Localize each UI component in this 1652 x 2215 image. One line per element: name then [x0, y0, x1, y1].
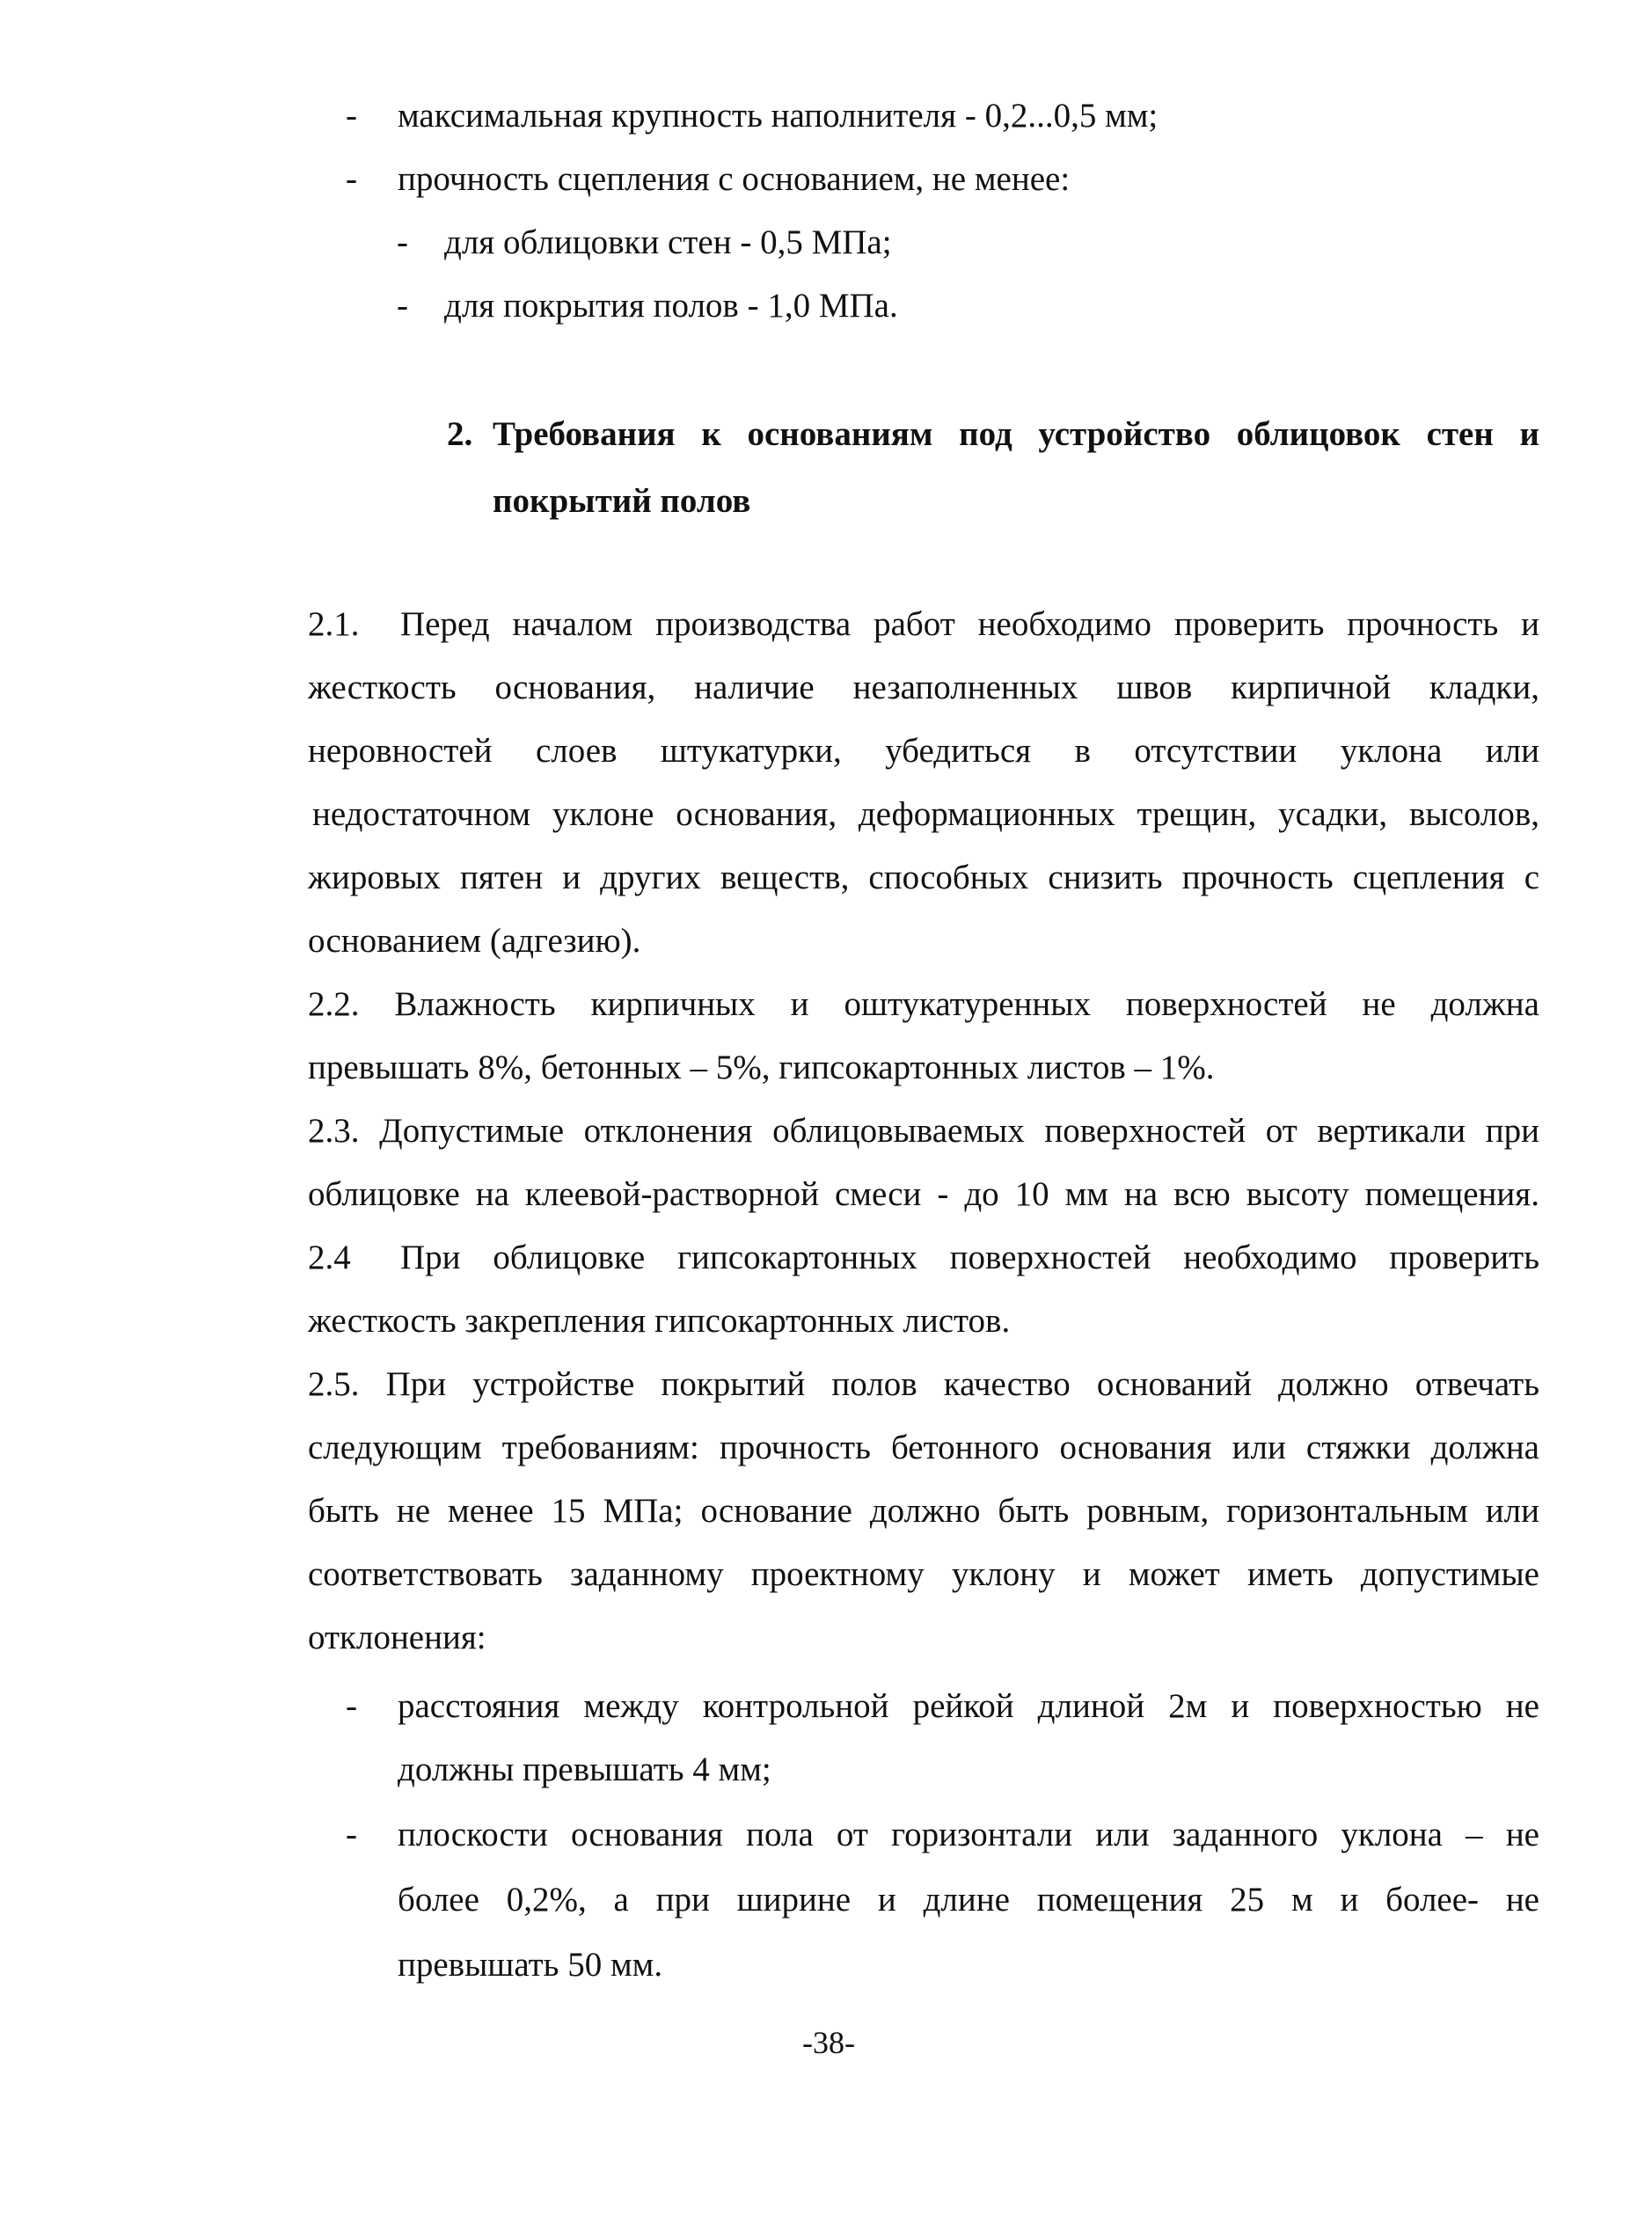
sub-list-item: для облицовки стен - 0,5 МПа; [444, 223, 892, 261]
sub-list-dash: - [397, 287, 408, 325]
section-title-line: покрытий полов [493, 482, 751, 520]
paragraph-line: превышать 8%, бетонных – 5%, гипсокартонных листов – 1%. [308, 1049, 1215, 1086]
page-number: -38- [802, 2025, 855, 2060]
paragraph-line: жировых пятен и других веществ, способных снизить прочность сцепления с [308, 859, 1539, 896]
paragraph-line: жесткость основания, наличие незаполненных швов кирпичной кладки, [308, 669, 1539, 706]
paragraph-line: недостаточном уклоне основания, деформационных трещин, усадки, высолов, [312, 795, 1539, 833]
list-dash: - [346, 1816, 357, 1853]
paragraph-line: Перед началом производства работ необходимо проверить прочность и [400, 605, 1539, 643]
list-item-line: плоскости основания пола от горизонтали или заданного уклона – не [398, 1816, 1539, 1853]
list-item: максимальная крупность наполнителя - 0,2...0,5 мм; [398, 97, 1159, 135]
paragraph-line: отклонения: [308, 1619, 486, 1656]
list-item-line: более 0,2%, а при ширине и длине помещения 25 м и более- не [398, 1881, 1539, 1919]
list-item-line: должны превышать 4 мм; [398, 1751, 771, 1788]
sub-list-dash: - [397, 223, 408, 261]
paragraph-line: 2.3. Допустимые отклонения облицовываемых поверхностей от вертикали при [308, 1112, 1539, 1150]
paragraph-line: основанием (адгезию). [308, 922, 641, 960]
paragraph-line: При облицовке гипсокартонных поверхностей необходимо проверить [400, 1239, 1539, 1276]
paragraph-line: 2.2. Влажность кирпичных и оштукатуренных поверхностей не должна [308, 985, 1539, 1023]
sub-list-item: для покрытия полов - 1,0 МПа. [444, 287, 898, 325]
list-dash: - [346, 97, 357, 135]
section-number: 2. [447, 415, 473, 453]
paragraph-number: 2.4 [308, 1239, 351, 1276]
paragraph-line: следующим требованиям: прочность бетонного основания или стяжки должна [308, 1429, 1539, 1466]
list-item-line: превышать 50 мм. [398, 1946, 663, 1984]
paragraph-line: 2.5. При устройстве покрытий полов качество оснований должно отвечать [308, 1365, 1539, 1403]
list-item: прочность сцепления с основанием, не менее: [398, 160, 1071, 198]
list-dash: - [346, 160, 357, 198]
list-item-line: расстояния между контрольной рейкой длиной 2м и поверхностью не [398, 1687, 1539, 1725]
list-dash: - [346, 1687, 357, 1725]
paragraph-line: быть не менее 15 МПа; основание должно быть ровным, горизонтальным или [308, 1492, 1539, 1530]
paragraph-number: 2.1. [308, 605, 360, 643]
paragraph-line: неровностей слоев штукатурки, убедиться в отсутствии уклона или [308, 732, 1539, 770]
paragraph-line: соответствовать заданному проектному уклону и может иметь допустимые [308, 1555, 1539, 1593]
paragraph-line: жесткость закрепления гипсокартонных листов. [308, 1302, 1011, 1340]
paragraph-line: облицовке на клеевой-растворной смеси - до 10 мм на всю высоту помещения. [308, 1175, 1539, 1213]
section-title-line: Требования к основаниям под устройство облицовок стен и [493, 415, 1539, 453]
